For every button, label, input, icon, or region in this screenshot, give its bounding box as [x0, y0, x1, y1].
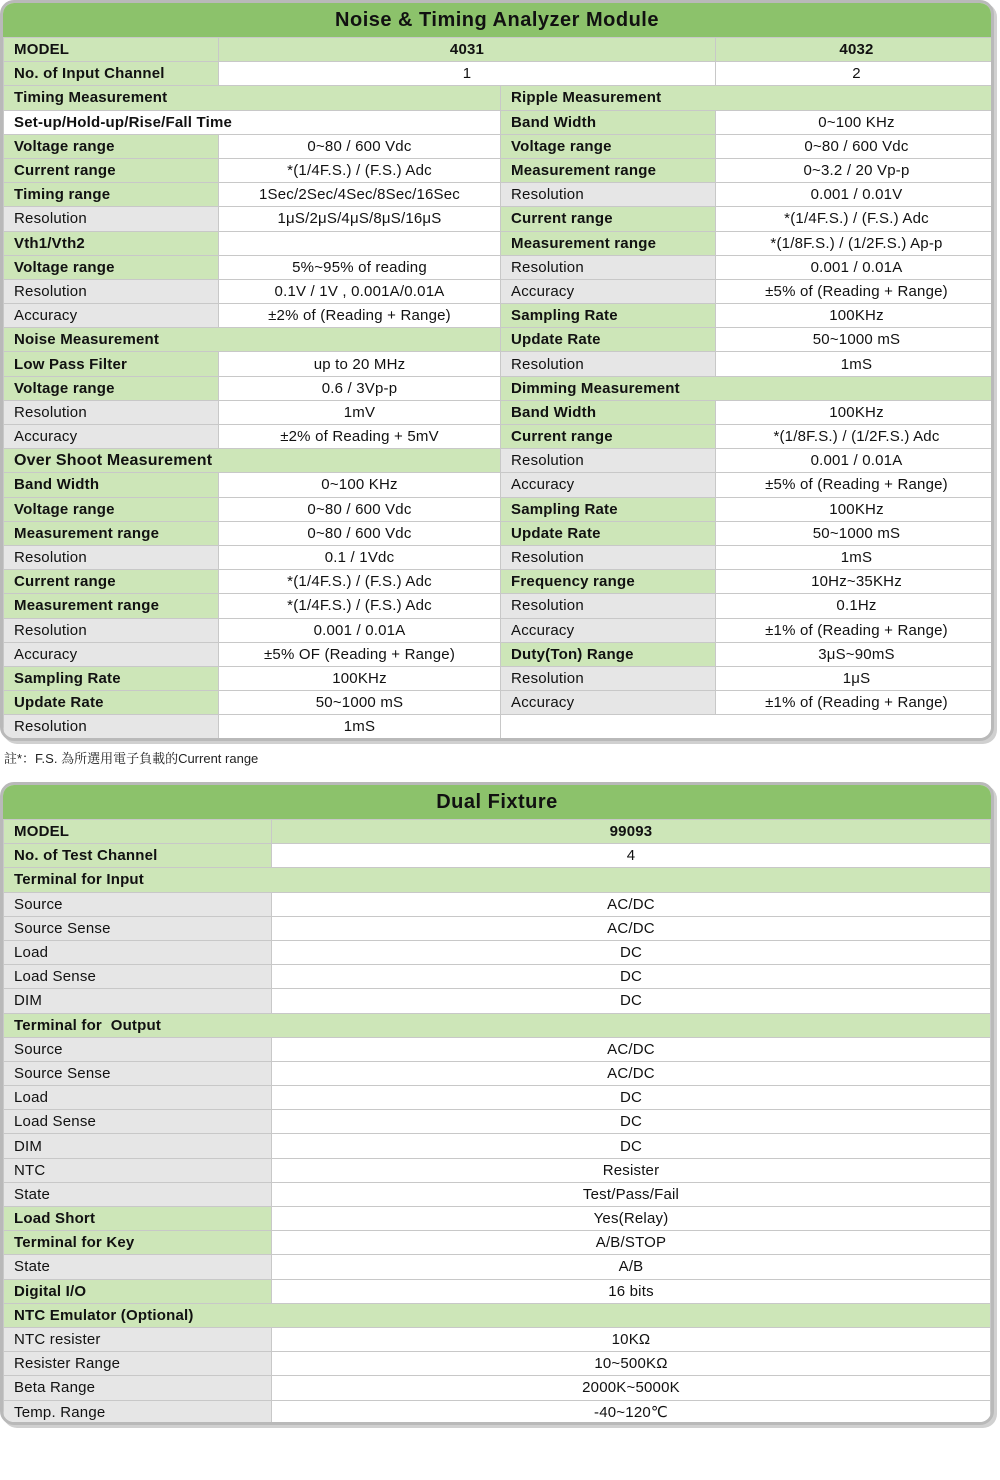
dimming-freq: 10Hz~35KHz: [716, 570, 995, 594]
timing-resolution: 1μS/2μS/4μS/8μS/16μS: [219, 207, 501, 231]
input-row-label: DIM: [4, 989, 272, 1013]
noise-voltage-label: Voltage range: [4, 376, 219, 400]
fixture-model-label: MODEL: [4, 820, 272, 844]
input-row-value: DC: [272, 989, 991, 1013]
timing-section: Timing Measurement: [4, 86, 501, 110]
noise-accuracy: ±2% of Reading + 5mV: [219, 425, 501, 449]
timing-subheading: Set-up/Hold-up/Rise/Fall Time: [4, 110, 501, 134]
dimming-res3: 0.1Hz: [716, 594, 995, 618]
dio-value: 16 bits: [272, 1279, 991, 1303]
key-state-label: State: [4, 1255, 272, 1279]
empty-cell: [501, 715, 995, 739]
overshoot-res2: 0.001 / 0.01A: [219, 618, 501, 642]
dimming-res2-label: Resolution: [501, 545, 716, 569]
overshoot-voltage: 0~80 / 600 Vdc: [219, 497, 501, 521]
overshoot-res3: 1mS: [219, 715, 501, 739]
ripple-res2: 0.001 / 0.01A: [716, 255, 995, 279]
input-row-label: Load Sense: [4, 965, 272, 989]
vth-resolution-label: Resolution: [4, 279, 219, 303]
key-label: Terminal for Key: [4, 1231, 272, 1255]
dimming-res3-label: Resolution: [501, 594, 716, 618]
ripple-res3-label: Resolution: [501, 352, 716, 376]
overshoot-accuracy-label: Accuracy: [4, 642, 219, 666]
dimming-acc1-label: Accuracy: [501, 473, 716, 497]
dimming-res4-label: Resolution: [501, 666, 716, 690]
overshoot-meas-label: Measurement range: [4, 521, 219, 545]
ripple-sampling: 100KHz: [716, 304, 995, 328]
dimming-bw-label: Band Width: [501, 400, 716, 424]
timing-voltage-label: Voltage range: [4, 134, 219, 158]
dimming-freq-label: Frequency range: [501, 570, 716, 594]
output-row-label: Load Sense: [4, 1110, 272, 1134]
input-section: Terminal for Input: [4, 868, 991, 892]
overshoot-res2-label: Resolution: [4, 618, 219, 642]
ntc-row-value: 10KΩ: [272, 1327, 991, 1351]
input-row-value: AC/DC: [272, 892, 991, 916]
vth-empty: [219, 231, 501, 255]
ripple-res1-label: Resolution: [501, 183, 716, 207]
model-4032: 4032: [716, 38, 995, 62]
dimming-acc1: ±5% of (Reading + Range): [716, 473, 995, 497]
overshoot-update: 50~1000 mS: [219, 691, 501, 715]
overshoot-meas: 0~80 / 600 Vdc: [219, 521, 501, 545]
noise-accuracy-label: Accuracy: [4, 425, 219, 449]
dimming-duty-label: Duty(Ton) Range: [501, 642, 716, 666]
dimming-sampling: 100KHz: [716, 497, 995, 521]
input-row-label: Source Sense: [4, 916, 272, 940]
vth-voltage: 5%~95% of reading: [219, 255, 501, 279]
output-row-value: DC: [272, 1086, 991, 1110]
noise-timing-panel: [0, 0, 994, 741]
ripple-bw-label: Band Width: [501, 110, 716, 134]
ripple-res2-label: Resolution: [501, 255, 716, 279]
dimming-acc2-label: Accuracy: [501, 618, 716, 642]
ripple-res3: 1mS: [716, 352, 995, 376]
key-state: A/B: [272, 1255, 991, 1279]
input-row-label: Load: [4, 940, 272, 964]
dimming-current-label: Current range: [501, 425, 716, 449]
overshoot-section: Over Shoot Measurement: [4, 449, 501, 473]
timing-voltage: 0~80 / 600 Vdc: [219, 134, 501, 158]
output-section: Terminal for Output: [4, 1013, 991, 1037]
noise-voltage: 0.6 / 3Vp-p: [219, 376, 501, 400]
input-row-value: DC: [272, 940, 991, 964]
timing-current-label: Current range: [4, 158, 219, 182]
input-row-value: DC: [272, 965, 991, 989]
vth-accuracy: ±2% of (Reading + Range): [219, 304, 501, 328]
overshoot-accuracy: ±5% OF (Reading + Range): [219, 642, 501, 666]
input-channel-label: No. of Input Channel: [4, 62, 219, 86]
ripple-meas: 0~3.2 / 20 Vp-p: [716, 158, 995, 182]
dimming-bw: 100KHz: [716, 400, 995, 424]
ripple-update: 50~1000 mS: [716, 328, 995, 352]
vth-accuracy-label: Accuracy: [4, 304, 219, 328]
panel-title: Dual Fixture: [3, 785, 991, 819]
overshoot-voltage-label: Voltage range: [4, 497, 219, 521]
key-value: A/B/STOP: [272, 1231, 991, 1255]
input-row-value: AC/DC: [272, 916, 991, 940]
dimming-acc3: ±1% of (Reading + Range): [716, 691, 995, 715]
dimming-current: *(1/8F.S.) / (1/2F.S.) Adc: [716, 425, 995, 449]
dimming-acc2: ±1% of (Reading + Range): [716, 618, 995, 642]
ripple-meas2-label: Measurement range: [501, 231, 716, 255]
dimming-res4: 1μS: [716, 666, 995, 690]
output-row-value: AC/DC: [272, 1061, 991, 1085]
ripple-section: Ripple Measurement: [501, 86, 995, 110]
noise-lpf-label: Low Pass Filter: [4, 352, 219, 376]
dimming-update-label: Update Rate: [501, 521, 716, 545]
dio-label: Digital I/O: [4, 1279, 272, 1303]
output-row-value: DC: [272, 1134, 991, 1158]
model-4031: 4031: [219, 38, 716, 62]
ripple-current-label: Current range: [501, 207, 716, 231]
dimming-res1-label: Resolution: [501, 449, 716, 473]
overshoot-res1-label: Resolution: [4, 545, 219, 569]
ntc-row-label: Resister Range: [4, 1352, 272, 1376]
overshoot-meas2: *(1/4F.S.) / (F.S.) Adc: [219, 594, 501, 618]
overshoot-bw: 0~100 KHz: [219, 473, 501, 497]
ntc-row-value: 2000K~5000K: [272, 1376, 991, 1400]
noise-resolution: 1mV: [219, 400, 501, 424]
timing-range: 1Sec/2Sec/4Sec/8Sec/16Sec: [219, 183, 501, 207]
load-short-label: Load Short: [4, 1207, 272, 1231]
fixture-table: [3, 819, 991, 1425]
noise-resolution-label: Resolution: [4, 400, 219, 424]
timing-current: *(1/4F.S.) / (F.S.) Adc: [219, 158, 501, 182]
ripple-res1: 0.001 / 0.01V: [716, 183, 995, 207]
ripple-bw: 0~100 KHz: [716, 110, 995, 134]
dimming-res2: 1mS: [716, 545, 995, 569]
overshoot-res1: 0.1 / 1Vdc: [219, 545, 501, 569]
dimming-res1: 0.001 / 0.01A: [716, 449, 995, 473]
overshoot-meas2-label: Measurement range: [4, 594, 219, 618]
fixture-model: 99093: [272, 820, 991, 844]
dimming-update: 50~1000 mS: [716, 521, 995, 545]
ntc-row-label: Temp. Range: [4, 1400, 272, 1424]
output-row-value: Resister: [272, 1158, 991, 1182]
overshoot-current: *(1/4F.S.) / (F.S.) Adc: [219, 570, 501, 594]
ripple-update-label: Update Rate: [501, 328, 716, 352]
vth-resolution: 0.1V / 1V , 0.001A/0.01A: [219, 279, 501, 303]
ntc-row-value: -40~120℃: [272, 1400, 991, 1424]
overshoot-update-label: Update Rate: [4, 691, 219, 715]
output-row-label: State: [4, 1182, 272, 1206]
ripple-current: *(1/4F.S.) / (F.S.) Adc: [716, 207, 995, 231]
input-channel-4031: 1: [219, 62, 716, 86]
fixture-channel-label: No. of Test Channel: [4, 844, 272, 868]
load-short: Yes(Relay): [272, 1207, 991, 1231]
overshoot-sampling: 100KHz: [219, 666, 501, 690]
timing-resolution-label: Resolution: [4, 207, 219, 231]
dimming-acc3-label: Accuracy: [501, 691, 716, 715]
ntc-row-value: 10~500KΩ: [272, 1352, 991, 1376]
dimming-sampling-label: Sampling Rate: [501, 497, 716, 521]
ripple-meas-label: Measurement range: [501, 158, 716, 182]
spec-table: [3, 37, 994, 739]
noise-lpf: up to 20 MHz: [219, 352, 501, 376]
ripple-accuracy: ±5% of (Reading + Range): [716, 279, 995, 303]
overshoot-res3-label: Resolution: [4, 715, 219, 739]
ripple-voltage-label: Voltage range: [501, 134, 716, 158]
fixture-channel: 4: [272, 844, 991, 868]
dimming-section: Dimming Measurement: [501, 376, 995, 400]
dimming-duty: 3μS~90mS: [716, 642, 995, 666]
output-row-label: DIM: [4, 1134, 272, 1158]
output-row-label: Source: [4, 1037, 272, 1061]
input-channel-4032: 2: [716, 62, 995, 86]
input-row-label: Source: [4, 892, 272, 916]
timing-range-label: Timing range: [4, 183, 219, 207]
ripple-accuracy-label: Accuracy: [501, 279, 716, 303]
panel-title: Noise & Timing Analyzer Module: [3, 3, 991, 37]
output-row-label: NTC: [4, 1158, 272, 1182]
noise-section: Noise Measurement: [4, 328, 501, 352]
ntc-section: NTC Emulator (Optional): [4, 1303, 991, 1327]
overshoot-current-label: Current range: [4, 570, 219, 594]
output-row-label: Source Sense: [4, 1061, 272, 1085]
output-row-value: AC/DC: [272, 1037, 991, 1061]
ntc-row-label: NTC resister: [4, 1327, 272, 1351]
output-row-value: DC: [272, 1110, 991, 1134]
ntc-row-label: Beta Range: [4, 1376, 272, 1400]
overshoot-bw-label: Band Width: [4, 473, 219, 497]
ripple-voltage: 0~80 / 600 Vdc: [716, 134, 995, 158]
vth-voltage-label: Voltage range: [4, 255, 219, 279]
vth-label: Vth1/Vth2: [4, 231, 219, 255]
ripple-meas2: *(1/8F.S.) / (1/2F.S.) Ap-p: [716, 231, 995, 255]
model-label: MODEL: [4, 38, 219, 62]
output-row-value: Test/Pass/Fail: [272, 1182, 991, 1206]
dual-fixture-panel: [0, 782, 994, 1425]
output-row-label: Load: [4, 1086, 272, 1110]
overshoot-sampling-label: Sampling Rate: [4, 666, 219, 690]
ripple-sampling-label: Sampling Rate: [501, 304, 716, 328]
footnote: 註*：F.S. 為所選用電子負載的Current range: [4, 751, 259, 766]
